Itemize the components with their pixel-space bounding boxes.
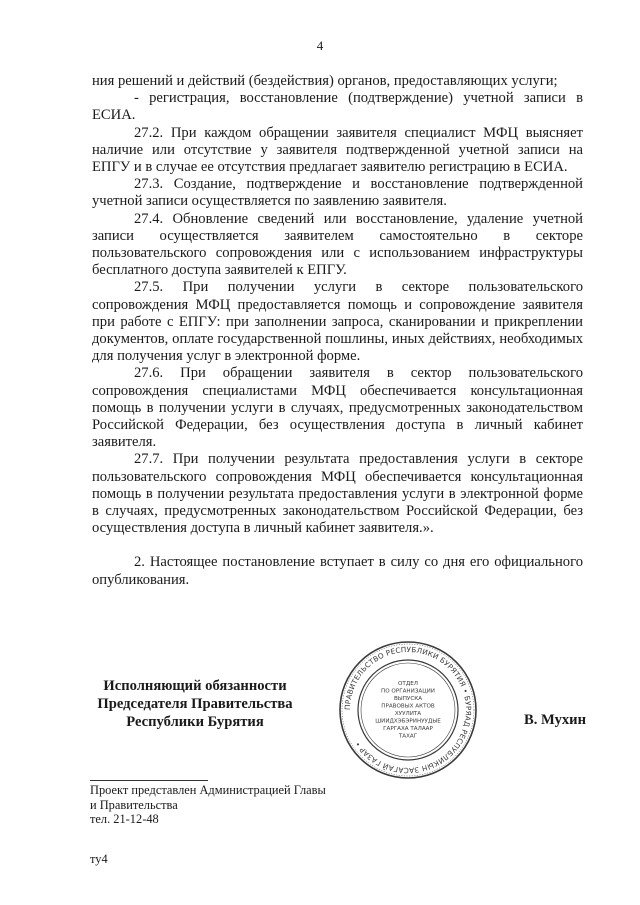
footnote-line: и Правительства xyxy=(90,797,178,812)
svg-text:ПРАВИТЕЛЬСТВО РЕСПУБЛИКИ БУРЯТ xyxy=(343,645,473,775)
paragraph-27-7: 27.7. При получении результата предоставления услуги в секторе пользовательского сопровождения МФЦ обеспечивается консультационная помощь в получении результата предоставления услуги в электронной форме в случаях, предусмотренных законодательством Российской Федерации, без осуществления доступа в личный кабинет заявителя.». xyxy=(92,451,583,537)
footnote xyxy=(90,783,390,827)
footnote-line: Проект представлен Администрацией Главы xyxy=(90,783,326,797)
paragraph-27-3: 27.3. Создание, подтверждение и восстановление подтвержденной учетной записи осуществляется по заявлению заявителя. xyxy=(92,176,583,210)
signatory-title-line: Исполняющий обязанности xyxy=(103,678,287,694)
seal-outer-text: ПРАВИТЕЛЬСТВО РЕСПУБЛИКИ БУРЯТИЯ • БУРЯАД РЕСПУБЛИКЫН ЗАСАГАЙ ГАЗАР • xyxy=(342,644,474,776)
paragraph-27-4: 27.4. Обновление сведений или восстановление, удаление учетной записи осуществляется заявителем самостоятельно в секторе пользовательского сопровождения или с использованием инфраструктуры бесплатного доступа заявителей к ЕПГУ. xyxy=(92,210,583,279)
signatory-title xyxy=(90,677,300,731)
footnote-divider xyxy=(90,780,208,781)
seal-center-line: ХУУЛИТА xyxy=(394,711,422,717)
footnote-phone: тел. 21-12-48 xyxy=(90,812,159,827)
paragraph-27-2: 27.2. При каждом обращении заявителя специалист МФЦ выясняет наличие или отсутствие у заявителя подтвержденной учетной записи на ЕПГУ и в случае ее отсутствия предлагает заявителю регистрацию в ЕСИА. xyxy=(92,124,583,176)
paragraph-27-6: 27.6. При обращении заявителя в сектор пользовательского сопровождения специалистами МФЦ обеспечивается консультационная помощь в получении услуги в случаях, предусмотренных законодательством Российской Федерации, без осуществления доступа в личный кабинет заявителя. xyxy=(92,365,583,451)
seal-center-line: ШИИДХЭБЭРИНУУДЫЕ xyxy=(375,718,441,725)
seal-center-line: ВЫПУСКА xyxy=(393,696,423,702)
seal-center-line: ПРАВОВЫХ АКТОВ xyxy=(381,703,435,710)
official-seal-icon xyxy=(338,640,478,780)
paragraph-continuation: ния решений и действий (бездействия) органов, предоставляющих услуги; xyxy=(92,73,558,89)
signatory-title-line: Председателя Правительства xyxy=(97,696,293,712)
paragraph-27-5: 27.5. При получении услуги в секторе пользовательского сопровождения МФЦ предоставляется помощь и сопровождение заявителя при работе с ЕПГУ: при заполнении запроса, сканировании и прикреплении документов, оплате государственной пошлины, иных действиях, необходимых для получения услуг в электронной форме. xyxy=(92,279,583,365)
paragraph-effective-date: 2. Настоящее постановление вступает в силу со дня его официального опубликования. xyxy=(92,554,583,588)
seal-center-line: ПО ОРГАНИЗАЦИИ xyxy=(381,688,435,695)
document-body xyxy=(92,73,583,589)
seal-center-line: ГАРГАХА ТАЛААР xyxy=(383,726,433,732)
seal-center-line: ОТДЕЛ xyxy=(398,681,418,687)
signatory-name: В. Мухин xyxy=(523,712,586,728)
page-number: 4 xyxy=(316,38,324,53)
paragraph-esia-registration: - регистрация, восстановление (подтверждение) учетной записи в ЕСИА. xyxy=(92,90,583,124)
signatory-title-line: Республики Бурятия xyxy=(126,714,264,730)
seal-center-line: ТАХАГ xyxy=(398,733,418,740)
document-code: ту4 xyxy=(90,852,108,866)
